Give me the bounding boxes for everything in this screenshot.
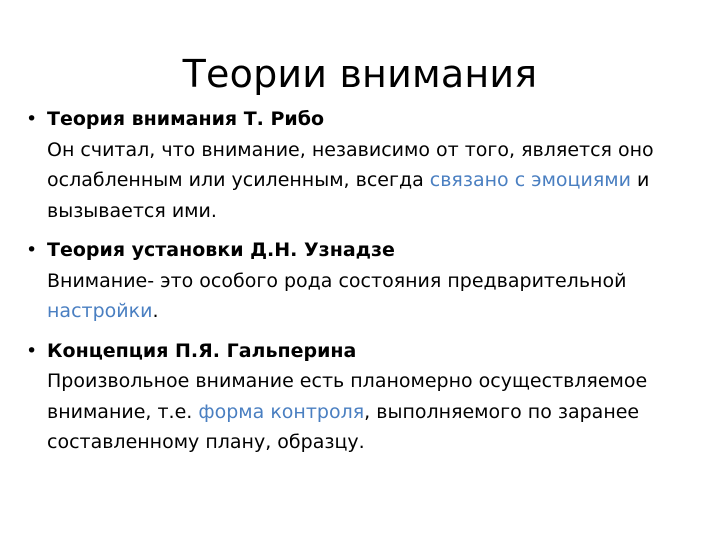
bullet-text: Внимание- это особого рода состояния предварительной bbox=[47, 269, 627, 292]
bullet-item-uznadze bbox=[26, 235, 706, 327]
bullet-heading: Теория установки Д.Н. Узнадзе bbox=[47, 239, 395, 261]
bullet-text: Произвольное внимание есть планомерно осуществляемое внимание, т.е. bbox=[47, 370, 648, 423]
bullet-dot-icon: • bbox=[26, 108, 38, 130]
bullet-dot-icon: • bbox=[26, 339, 38, 362]
slide-title: Теории внимания bbox=[182, 52, 538, 96]
bullet-dot-icon: • bbox=[26, 239, 38, 261]
bullet-text-end: , выполняемого по заранее составленному плану, образцу. bbox=[47, 400, 640, 453]
bullet-highlight: форма контроля bbox=[198, 400, 365, 423]
bullet-heading: Теория внимания Т. Рибо bbox=[47, 108, 325, 130]
bullet-heading: Концепция П.Я. Гальперина bbox=[47, 339, 357, 362]
bullet-highlight: настройки bbox=[47, 300, 153, 322]
bullet-item-ribot bbox=[26, 104, 706, 226]
bullet-text: Он считал, что внимание, независимо от того, является оно ослабленным или усиленным, всегда bbox=[47, 138, 654, 191]
bullet-text-end: и вызывается ими. bbox=[47, 169, 650, 222]
bullet-list bbox=[26, 104, 706, 467]
bullet-item-galperin bbox=[26, 336, 706, 458]
bullet-highlight: связано с эмоциями bbox=[429, 169, 631, 191]
bullet-text-end: . bbox=[152, 300, 159, 322]
